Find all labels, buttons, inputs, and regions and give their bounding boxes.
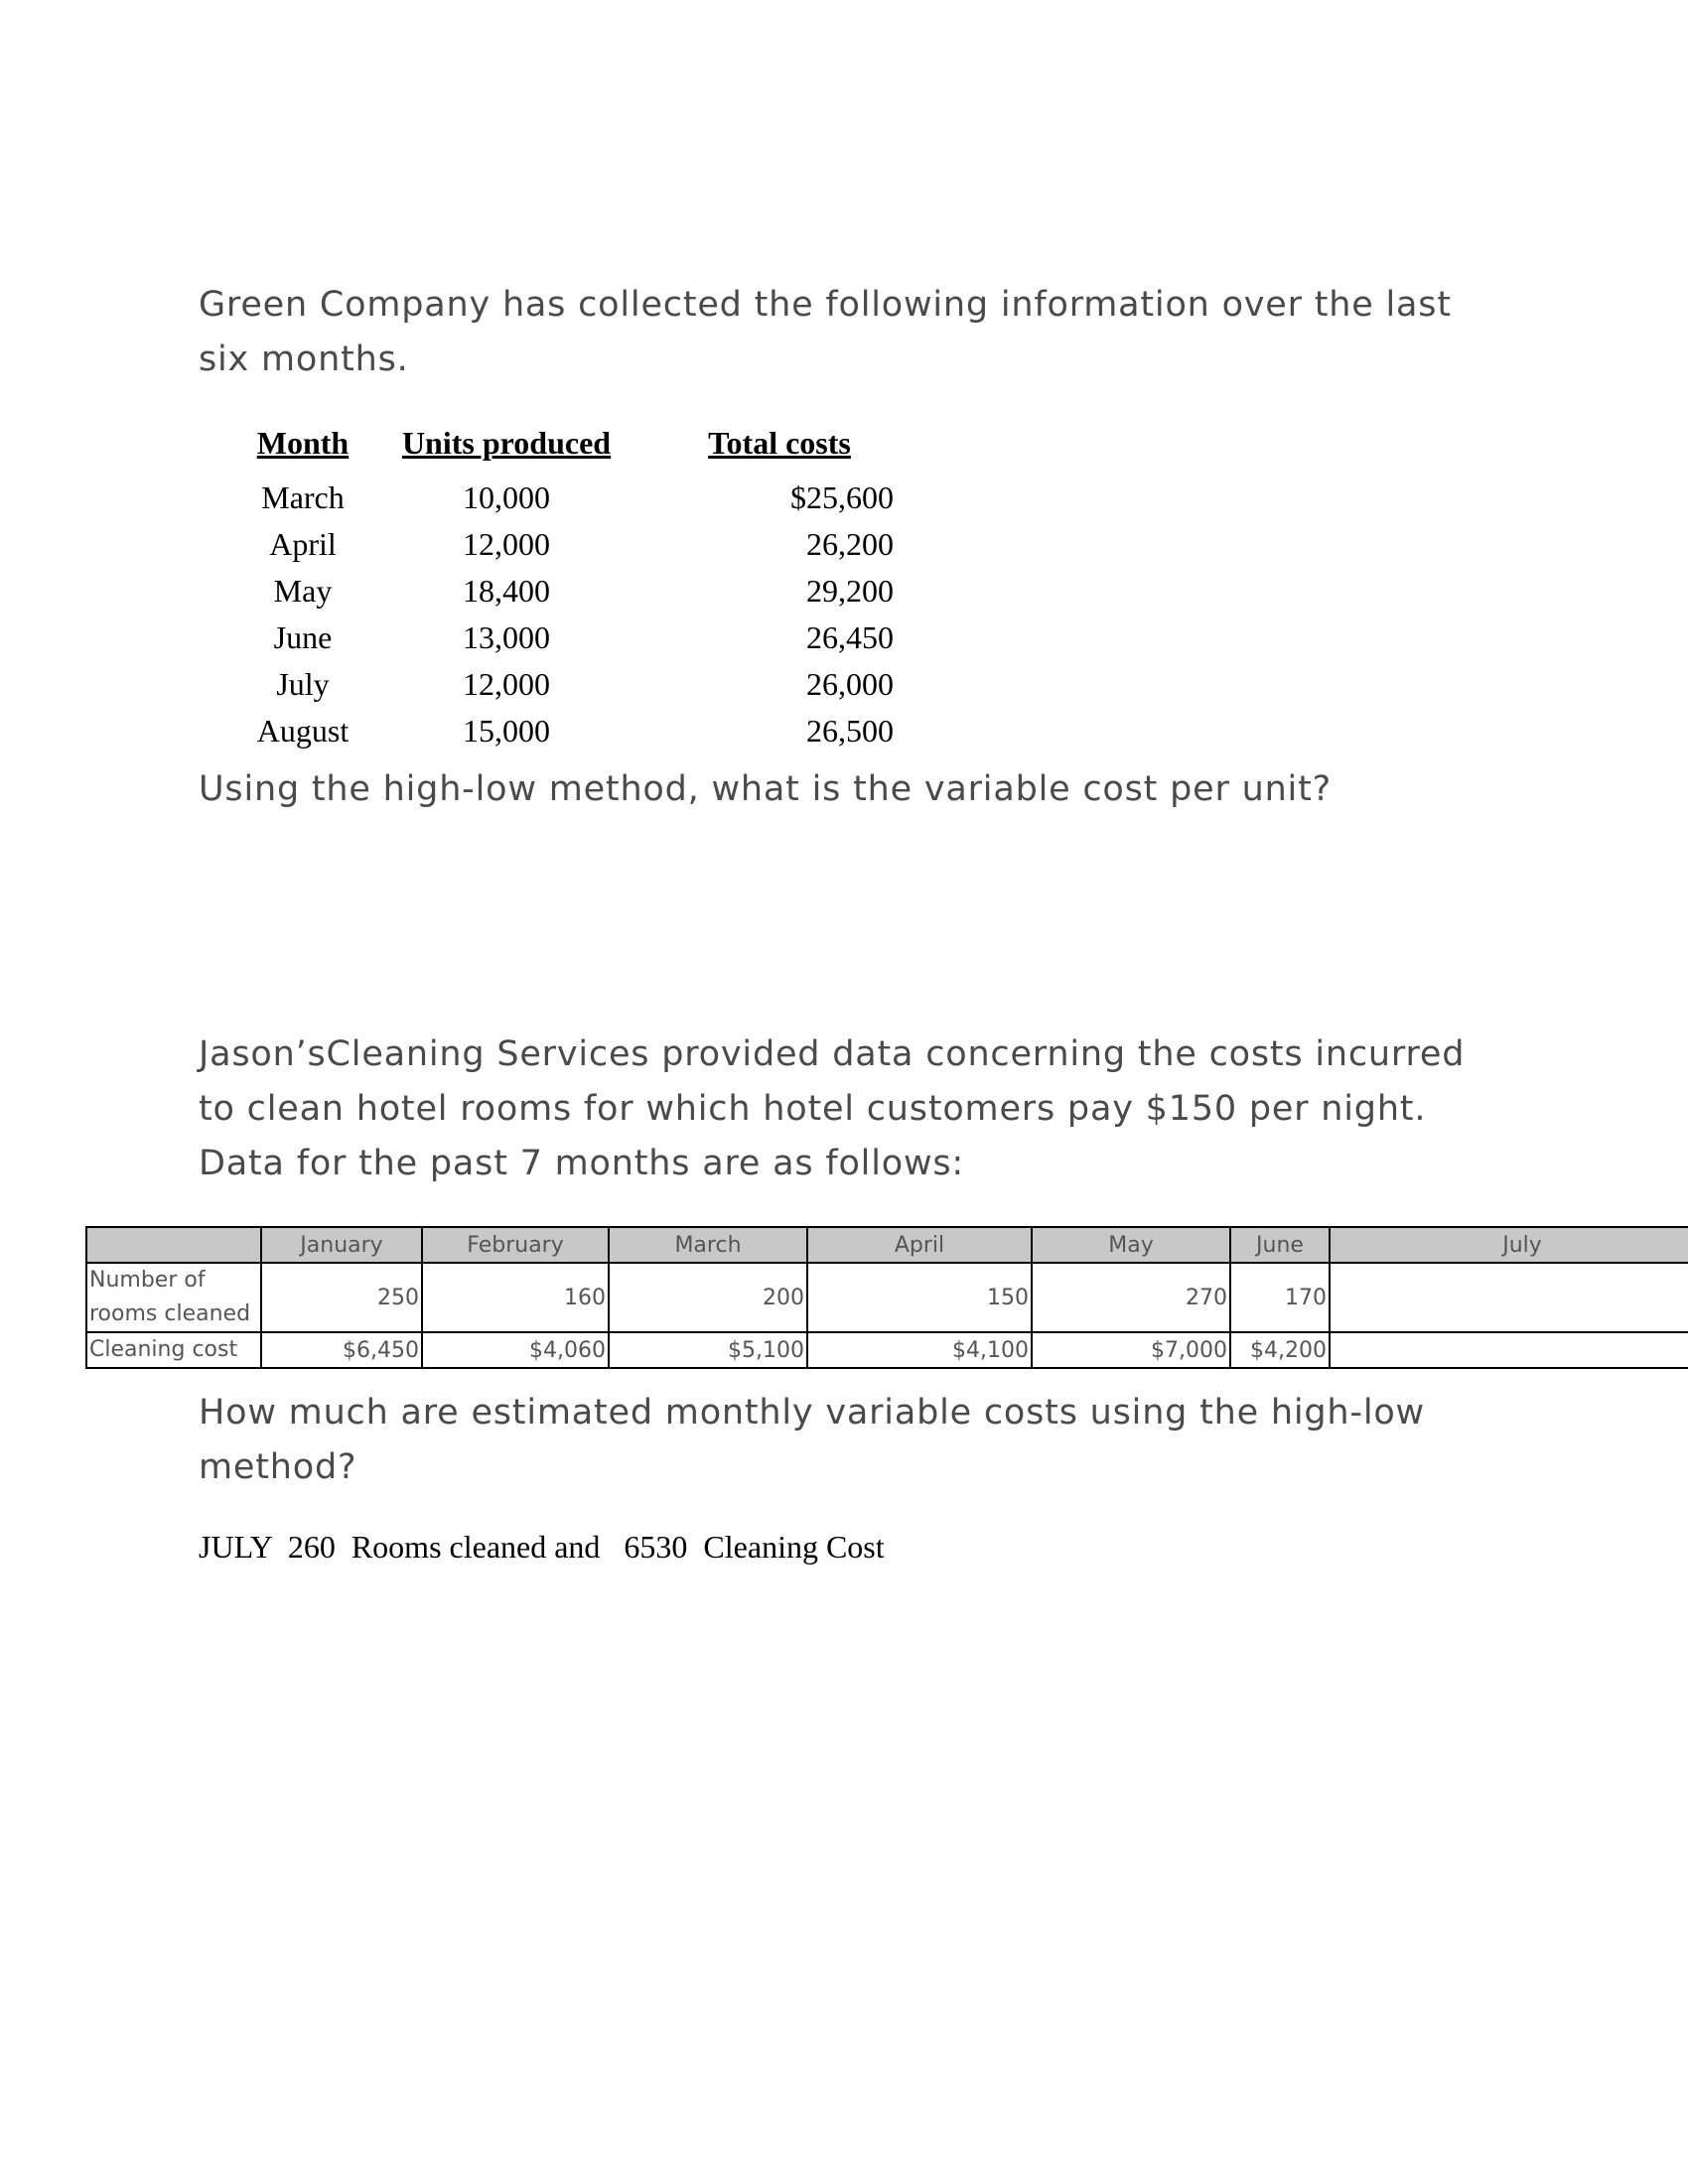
rooms-cell: 170: [1230, 1263, 1330, 1332]
green-company-intro: Green Company has collected the following information over the last six months.: [199, 285, 1452, 379]
table-header-row: [228, 425, 894, 475]
month-header: July: [1330, 1227, 1688, 1263]
row-label-rooms: Number of rooms cleaned: [86, 1263, 261, 1332]
variable-costs-question: How much are estimated monthly variable costs using the high-low method?: [199, 1393, 1425, 1487]
cost-cell: $6,450: [261, 1332, 422, 1368]
table-row: [228, 614, 894, 661]
cost-cell: 29,200: [806, 573, 894, 609]
month-header: May: [1032, 1227, 1230, 1263]
month-cell: August: [256, 713, 350, 749]
month-header: January: [261, 1227, 422, 1263]
jasons-cleaning-intro: Jason’sCleaning Services provided data concerning the costs incurred to clean hotel rooms for which hotel customers pay $150 per night. Data for the past 7 months are as follows:: [199, 1034, 1466, 1183]
cost-cell: [1330, 1332, 1688, 1368]
month-cell: June: [273, 619, 333, 655]
month-header: June: [1230, 1227, 1330, 1263]
rooms-cell: 270: [1032, 1263, 1230, 1332]
header-total-costs: Total costs: [708, 425, 851, 461]
units-cell: 18,400: [463, 573, 550, 609]
cleaning-data-table: [85, 1226, 1688, 1369]
units-cell: 12,000: [463, 526, 550, 562]
units-cell: 13,000: [463, 619, 550, 655]
month-cell: May: [273, 573, 333, 609]
header-units-produced: Units produced: [401, 425, 612, 461]
month-header: February: [422, 1227, 609, 1263]
cost-cell: $7,000: [1032, 1332, 1230, 1368]
table-row: [228, 661, 894, 708]
month-cell: April: [269, 526, 337, 562]
rooms-cell: 250: [261, 1263, 422, 1332]
cost-cell: $4,060: [422, 1332, 609, 1368]
units-cell: 15,000: [463, 713, 550, 749]
month-cell: July: [276, 666, 330, 702]
month-cell: March: [261, 479, 345, 515]
table-row: [228, 708, 894, 754]
green-company-table: [228, 425, 894, 754]
table-row: [228, 475, 894, 521]
high-low-question: Using the high-low method, what is the variable cost per unit?: [199, 769, 1332, 809]
cost-cell: 26,450: [806, 619, 894, 655]
month-header-row: [86, 1227, 1688, 1263]
corner-cell: [86, 1227, 261, 1263]
answer-line: JULY 260 Rooms cleaned and 6530 Cleaning Cost: [199, 1529, 885, 1565]
units-cell: 12,000: [463, 666, 550, 702]
cost-cell: $4,100: [807, 1332, 1032, 1368]
units-cell: 10,000: [463, 479, 550, 515]
rooms-cell: 150: [807, 1263, 1032, 1332]
rooms-cell: 200: [609, 1263, 807, 1332]
rooms-cell: 160: [422, 1263, 609, 1332]
cost-cell: $5,100: [609, 1332, 807, 1368]
cost-cell: $25,600: [790, 479, 894, 515]
rooms-cleaned-row: [86, 1263, 1688, 1332]
cleaning-cost-row: [86, 1332, 1688, 1368]
month-header: April: [807, 1227, 1032, 1263]
rooms-cell: [1330, 1263, 1688, 1332]
table-row: [228, 521, 894, 568]
row-label-cost: Cleaning cost: [86, 1332, 261, 1368]
cost-cell: $4,200: [1230, 1332, 1330, 1368]
table-row: [228, 568, 894, 614]
month-header: March: [609, 1227, 807, 1263]
cost-cell: 26,000: [806, 666, 894, 702]
header-month: Month: [256, 425, 350, 461]
cost-cell: 26,500: [806, 713, 894, 749]
cost-cell: 26,200: [806, 526, 894, 562]
